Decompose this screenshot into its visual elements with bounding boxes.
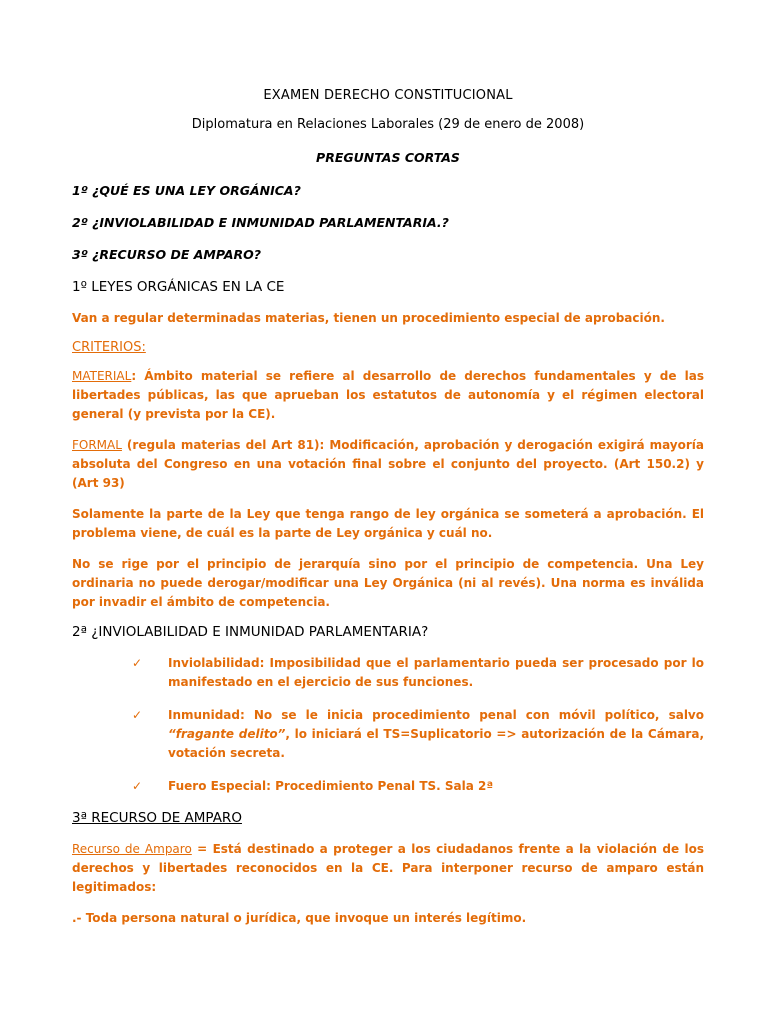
section-1-intro: Van a regular determinadas materias, tienen un procedimiento especial de aprobación. (72, 311, 665, 325)
document-title: EXAMEN DERECHO CONSTITUCIONAL (263, 88, 513, 103)
checkmark-icon: ✓ (132, 656, 143, 670)
checkmark-icon: ✓ (132, 779, 143, 793)
question-3: 3º ¿RECURSO DE AMPARO? (72, 247, 262, 262)
list-item-text: Inviolabilidad: Imposibilidad que el parlamentario pueda ser procesado por lo manifestado en el ejercicio de sus funciones. (168, 656, 704, 689)
material-text: : Ámbito material se refiere al desarrollo de derechos fundamentales y de las libertades públicas, las que aprueban los estatutos de autonomía y el régimen electoral general (y prevista por la CE). (72, 369, 704, 421)
short-questions-heading: PREGUNTAS CORTAS (316, 150, 460, 165)
list-item-text-c: , lo iniciará el TS=Suplicatorio => autorización de la Cámara, votación secreta. (168, 727, 704, 760)
formal-label: FORMAL (72, 438, 122, 452)
amparo-paragraph (72, 840, 704, 897)
list-item (72, 777, 704, 796)
document-subtitle: Diplomatura en Relaciones Laborales (29 de enero de 2008) (191, 117, 585, 132)
immunity-list (72, 654, 704, 796)
amparo-text: = Está destinado a proteger a los ciudadanos frente a la violación de los derechos y libertades reconocidos en la CE. Para interponer recurso de amparo están legitimados: (72, 842, 704, 894)
formal-paragraph (72, 436, 704, 493)
section-1-heading: 1º LEYES ORGÁNICAS EN LA CE (72, 279, 285, 295)
material-paragraph (72, 367, 704, 424)
section-3-heading-text: 3ª RECURSO DE AMPARO (72, 810, 242, 826)
question-1: 1º ¿QUÉ ES UNA LEY ORGÁNICA? (72, 183, 301, 198)
section-3-heading (72, 810, 704, 826)
question-2: 2º ¿INVIOLABILIDAD E INMUNIDAD PARLAMENTARIA.? (72, 215, 449, 230)
paragraph-partial-law: Solamente la parte de la Ley que tenga rango de ley orgánica se someterá a aprobación. El problema viene, de cuál es la parte de Ley orgánica y cuál no. (72, 507, 704, 540)
list-item (72, 654, 704, 692)
list-item-text-italic: “fragante delito” (168, 727, 286, 741)
list-item-text: Fuero Especial: Procedimiento Penal TS. Sala 2ª (168, 779, 494, 793)
section-2-heading: 2ª ¿INVIOLABILIDAD E INMUNIDAD PARLAMENTARIA? (72, 624, 429, 640)
material-label: MATERIAL (72, 369, 132, 383)
list-item (72, 706, 704, 763)
amparo-bullet: .- Toda persona natural o jurídica, que invoque un interés legítimo. (72, 911, 527, 925)
checkmark-icon: ✓ (132, 708, 143, 722)
formal-text: (regula materias del Art 81): Modificación, aprobación y derogación exigirá mayoría absoluta del Congreso en una votación final sobre el conjunto del proyecto. (Art 150.2) y (Art 93) (72, 438, 704, 490)
amparo-label: Recurso de Amparo (72, 842, 192, 856)
paragraph-competence: No se rige por el principio de jerarquía sino por el principio de competencia. Una Ley ordinaria no puede derogar/modificar una Ley Orgánica (ni al revés). Una norma es inválida por invadir el ámbito de competencia. (72, 557, 704, 609)
list-item-text-a: Inmunidad: No se le inicia procedimiento penal con móvil político, salvo (168, 708, 704, 722)
criteria-heading: CRITERIOS: (72, 340, 146, 355)
